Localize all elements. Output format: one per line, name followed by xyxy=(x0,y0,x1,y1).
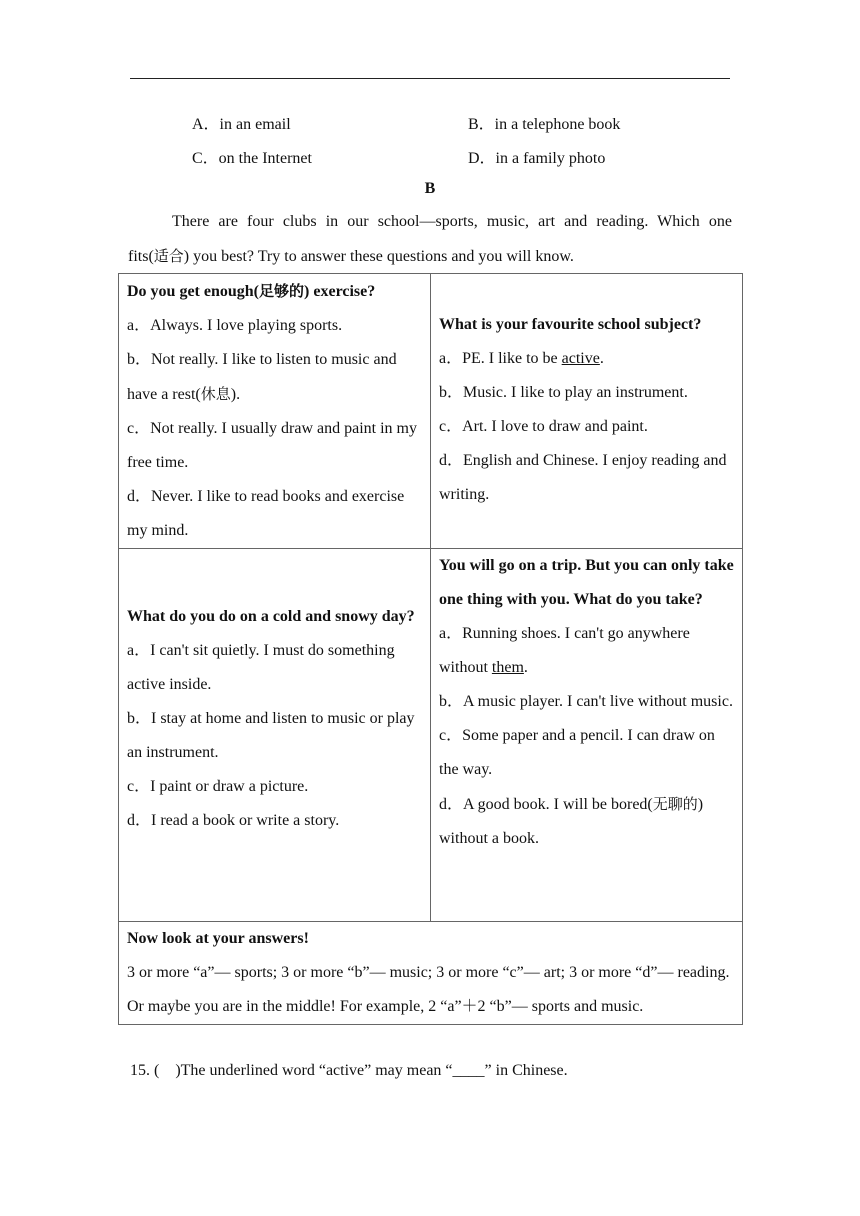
option-a[interactable]: A．in an email xyxy=(192,116,291,133)
answer-a[interactable]: a．Always. I love playing sports. xyxy=(127,317,343,334)
answer-c[interactable]: c．Art. I love to draw and paint. xyxy=(439,418,648,435)
quiz-table xyxy=(118,273,743,1025)
answer-text-end: . xyxy=(599,350,604,367)
intro-line-2 xyxy=(128,239,732,274)
question-15[interactable]: 15. ( )The underlined word “active” may mean “____” in Chinese. xyxy=(130,1062,568,1079)
title-text-end: ) exercise? xyxy=(304,283,376,300)
answer-text: a．Running shoes. I can't go anywhere without xyxy=(439,625,690,676)
answer-text-end: . xyxy=(523,659,528,676)
answer-d[interactable]: d．Never. I like to read books and exercise my mind. xyxy=(127,488,405,539)
result-line-1: 3 or more “a”— sports; 3 or more “b”— music; 3 or more “c”— art; 3 or more “d”— reading. xyxy=(127,964,730,981)
answer-c[interactable]: c．Some paper and a pencil. I can draw on the way. xyxy=(439,727,715,778)
question-snowy-day-cell xyxy=(119,549,431,922)
result-line-2: Or maybe you are in the middle! For example, 2 “a”＋2 “b”— sports and music. xyxy=(127,998,644,1015)
intro-paragraph xyxy=(128,205,732,274)
title-text: Do you get enough( xyxy=(127,283,260,300)
option-d[interactable]: D．in a family photo xyxy=(468,150,606,167)
question-trip-cell xyxy=(431,549,743,922)
answer-a[interactable]: a．I can't sit quietly. I must do something active inside. xyxy=(127,642,395,693)
answer-gloss: 无聊的 xyxy=(652,795,698,813)
answer-a[interactable] xyxy=(439,342,734,376)
answer-a[interactable] xyxy=(439,617,734,685)
intro-text-end: ) you best? Try to answer these questions and you will know. xyxy=(183,248,574,265)
quiz-row-2 xyxy=(119,549,743,922)
answer-b[interactable]: b．I stay at home and listen to music or play an instrument. xyxy=(127,710,415,761)
answer-b[interactable]: b．A music player. I can't live without music. xyxy=(439,693,733,710)
question-title: You will go on a trip. But you can only take one thing with you. What do you take? xyxy=(439,557,734,608)
answer-text: d．A good book. I will be bored( xyxy=(439,796,653,813)
answer-text: b．Not really. I like to listen to music and have a rest( xyxy=(127,351,397,403)
underlined-word: them xyxy=(491,659,524,676)
option-c[interactable]: C．on the Internet xyxy=(192,150,312,167)
intro-text: fits( xyxy=(128,248,154,265)
spacer xyxy=(439,274,734,308)
answer-b[interactable] xyxy=(127,343,422,412)
question-title xyxy=(127,274,422,309)
question-title: What do you do on a cold and snowy day? xyxy=(127,608,415,625)
quiz-row-1 xyxy=(119,274,743,549)
answer-d[interactable]: d．English and Chinese. I enjoy reading and writing. xyxy=(439,452,727,503)
result-title: Now look at your answers! xyxy=(127,930,309,947)
intro-line-1: There are four clubs in our school—sports, music, art and reading. Which one xyxy=(172,213,732,230)
answer-text-end: ) without a book. xyxy=(439,796,704,847)
question-title: What is your favourite school subject? xyxy=(439,316,702,333)
question-exercise-cell xyxy=(119,274,431,549)
title-gloss: 足够的 xyxy=(259,282,305,300)
quiz-row-result xyxy=(119,922,743,1025)
option-b[interactable]: B．in a telephone book xyxy=(468,116,621,133)
answer-d[interactable] xyxy=(439,787,734,856)
answer-text: a．PE. I like to be xyxy=(439,350,562,367)
result-cell xyxy=(119,922,743,1025)
underlined-word: active xyxy=(561,350,600,367)
answer-b[interactable]: b．Music. I like to play an instrument. xyxy=(439,384,688,401)
header-rule xyxy=(130,78,730,79)
answer-c[interactable]: c．Not really. I usually draw and paint in my free time. xyxy=(127,420,418,471)
answer-text-end: ). xyxy=(230,386,241,403)
answer-d[interactable]: d．I read a book or write a story. xyxy=(127,812,340,829)
question-subject-cell xyxy=(431,274,743,549)
section-heading: B xyxy=(424,180,436,197)
answer-c[interactable]: c．I paint or draw a picture. xyxy=(127,778,309,795)
spacer xyxy=(127,549,422,600)
answer-gloss: 休息 xyxy=(200,385,231,403)
intro-gloss: 适合 xyxy=(153,247,184,265)
